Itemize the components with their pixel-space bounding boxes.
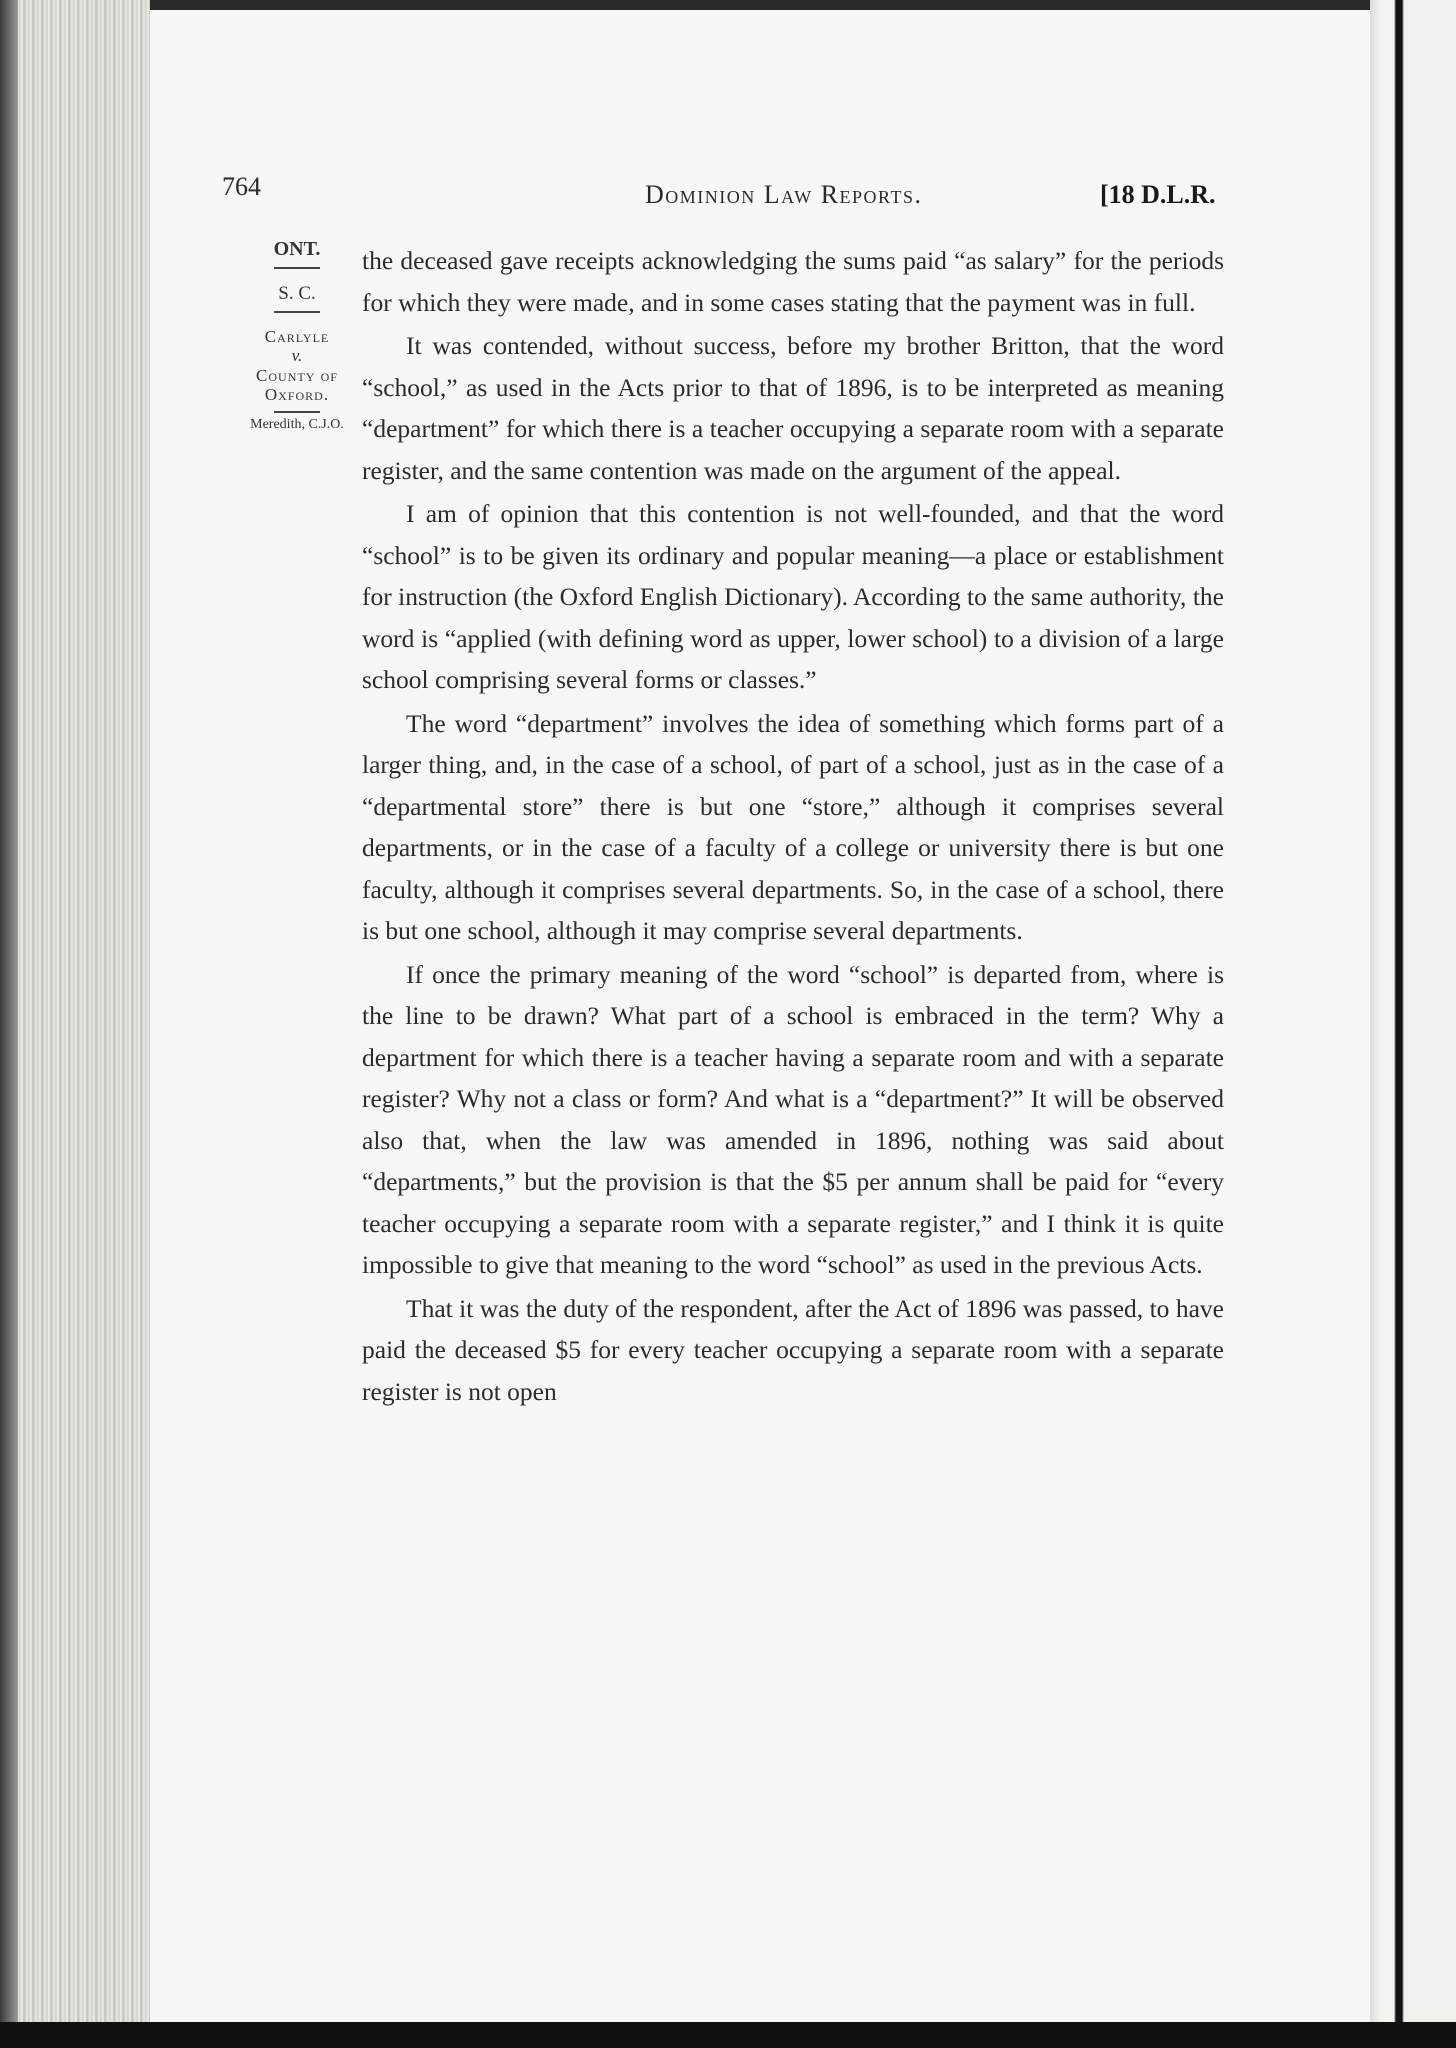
opinion-body xyxy=(362,240,1224,1412)
paragraph: That it was the duty of the respondent, after the Act of 1896 was passed, to have paid the deceased $5 for every teacher occupying a separate room with a separate register is not open xyxy=(362,1293,1224,1406)
jurisdiction-label: ONT. xyxy=(273,238,321,260)
sidenote-rule xyxy=(274,411,320,413)
case-party-defendant: County of Oxford. xyxy=(256,365,338,405)
paragraph: If once the primary meaning of the word “school” is departed from, where is the line to be drawn? What part of a school is embraced in the term? Why a department for which there is a teacher having a separate room and with a separate register? Why not a class or form? And what is a “department?” It will be observed also that, when the law was amended in 1896, nothing was said about “departments,” but the provision is that the $5 per annum shall be paid for “every teacher occupying a separate room with a separate register,” and I think it is quite impossible to give that meaning to the word “school” as used in the previous Acts. xyxy=(362,959,1224,1279)
sidenote-rule xyxy=(274,311,320,313)
running-title: Dominion Law Reports. xyxy=(645,180,923,209)
paragraph: the deceased gave receipts acknowledging the sums paid “as salary” for the periods for which they were made, and in some cases stating that the payment was in full. xyxy=(362,246,1224,317)
running-header xyxy=(0,172,1456,222)
paragraph: The word “department” involves the idea of something which forms part of a larger thing, and, in the case of a school, of part of a school, just as in the case of a “departmental store” there is but one “store,” although it comprises several departments, or in the case of a faculty of a college or university there is but one faculty, although it comprises several departments. So, in the case of a school, there is but one school, although it may comprise several departments. xyxy=(362,708,1224,945)
spine-shadow xyxy=(0,0,18,2048)
book-page-edges xyxy=(0,0,150,2048)
case-party-plaintiff: Carlyle xyxy=(264,326,330,346)
sidenote-rule xyxy=(274,267,320,269)
paragraph: It was contended, without success, before my brother Britton, that the word “school,” as used in the Acts prior to that of 1896, is to be interpreted as meaning “department” for which there is a teacher occupying a separate room with a separate register, and the same contention was made on the argument of the appeal. xyxy=(362,331,1224,485)
court-label: S. C. xyxy=(278,283,316,304)
facing-page-edge xyxy=(1370,0,1456,2048)
judge-label: Meredith, C.J.O. xyxy=(250,417,344,433)
case-sidenote xyxy=(222,238,372,433)
paragraph: I am of opinion that this contention is not well-founded, and that the word “school” is to be given its ordinary and popular meaning—a place or establishment for instruction (the Oxford English Dictionary). According to the same authority, the word is “applied (with defining word as upper, lower school) to a division of a large school comprising several forms or classes.” xyxy=(362,499,1224,694)
scan-bottom-border xyxy=(0,2022,1456,2048)
volume-reference: [18 D.L.R. xyxy=(1100,180,1216,209)
page-number: 764 xyxy=(222,172,261,201)
case-versus: v. xyxy=(291,346,303,366)
